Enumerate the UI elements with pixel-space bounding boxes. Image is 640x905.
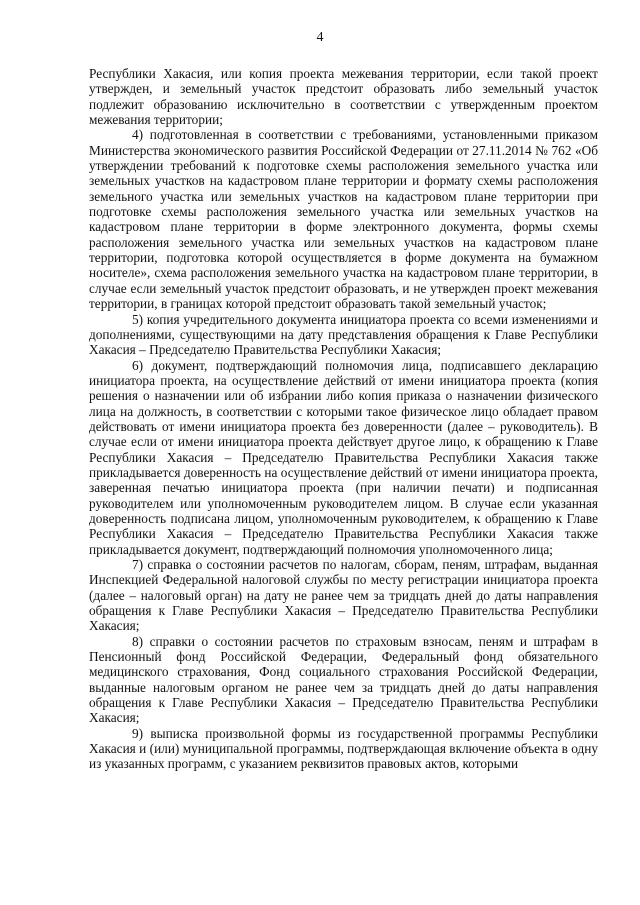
list-item-7: 7) справка о состоянии расчетов по налогам, сборам, пеням, штрафам, выданная Инспекцией Федеральной налоговой службы по месту регистрации инициатора проекта (далее – налоговый орган) на дату не ранее чем за тридцать дней до даты направления обращения к Главе Республики Хакасия – Председателю Правительства Республики Хакасия; xyxy=(89,557,598,634)
list-item-4: 4) подготовленная в соответствии с требованиями, установленными приказом Министерства экономического развития Российской Федерации от 27.11.2014 № 762 «Об утверждении требований к подготовке схемы расположения земельного участка или земельных участков на кадастровом плане территории и формату схемы расположения земельного участка или земельных участков на кадастровом плане территории при подготовке схемы расположения земельного участка или земельных участков на кадастровом плане территории в форме электронного документа, формы схемы расположения земельного участка или земельных участков на кадастровом плане территории, подготовка которой осуществляется в форме документа на бумажном носителе», схема расположения земельного участка на кадастровом плане территории, в случае если земельный участок предстоит образовать, и не утвержден проект межевания территории, в границах которой предстоит образовать такой земельный участок; xyxy=(89,127,598,312)
list-item-8: 8) справки о состоянии расчетов по страховым взносам, пеням и штрафам в Пенсионный фонд Российской Федерации, Федеральный фонд обязательного медицинского страхования, Фонд социального страхования Российской Федерации, выданные налоговым органом не ранее чем за тридцать дней до даты направления обращения к Главе Республики Хакасия – Председателю Правительства Республики Хакасия; xyxy=(89,633,598,726)
document-body xyxy=(89,66,598,772)
page-number: 4 xyxy=(316,30,324,45)
paragraph-continuation: Республики Хакасия, или копия проекта межевания территории, если такой проект утвержден, и земельный участок предстоит образовать либо земельный участок подлежит образованию исключительно в соответствии с утвержденным проектом межевания территории; xyxy=(89,66,598,128)
list-item-9: 9) выписка произвольной формы из государственной программы Республики Хакасия и (или) муниципальной программы, подтверждающая включение объекта в одну из указанных программ, с указанием реквизитов правовых актов, которыми xyxy=(89,725,598,772)
list-item-5: 5) копия учредительного документа инициатора проекта со всеми изменениями и дополнениями, существующими на дату представления обращения к Главе Республики Хакасия – Председателю Правительства Республики Хакасия; xyxy=(89,311,598,358)
list-item-6: 6) документ, подтверждающий полномочия лица, подписавшего декларацию инициатора проекта, на осуществление действий от имени инициатора проекта (копия решения о назначении или об избрании либо копия приказа о назначении физического лица на должность, в соответствии с которыми такое физическое лицо обладает правом действовать от имени инициатора проекта без доверенности (далее – руководитель). В случае если от имени инициатора проекта действует другое лицо, к обращению к Главе Республики Хакасия – Председателю Правительства Республики Хакасия также прикладывается доверенность на осуществление действий от имени инициатора проекта, заверенная печатью инициатора проекта (при наличии печати) и подписанная руководителем или уполномоченным руководителем лицом. В случае если указанная доверенность подписана лицом, уполномоченным руководителем, к обращению к Главе Республики Хакасия – Председателю Правительства Республики Хакасия также прикладывается документ, подтверждающий полномочия уполномоченного лица; xyxy=(89,357,598,557)
